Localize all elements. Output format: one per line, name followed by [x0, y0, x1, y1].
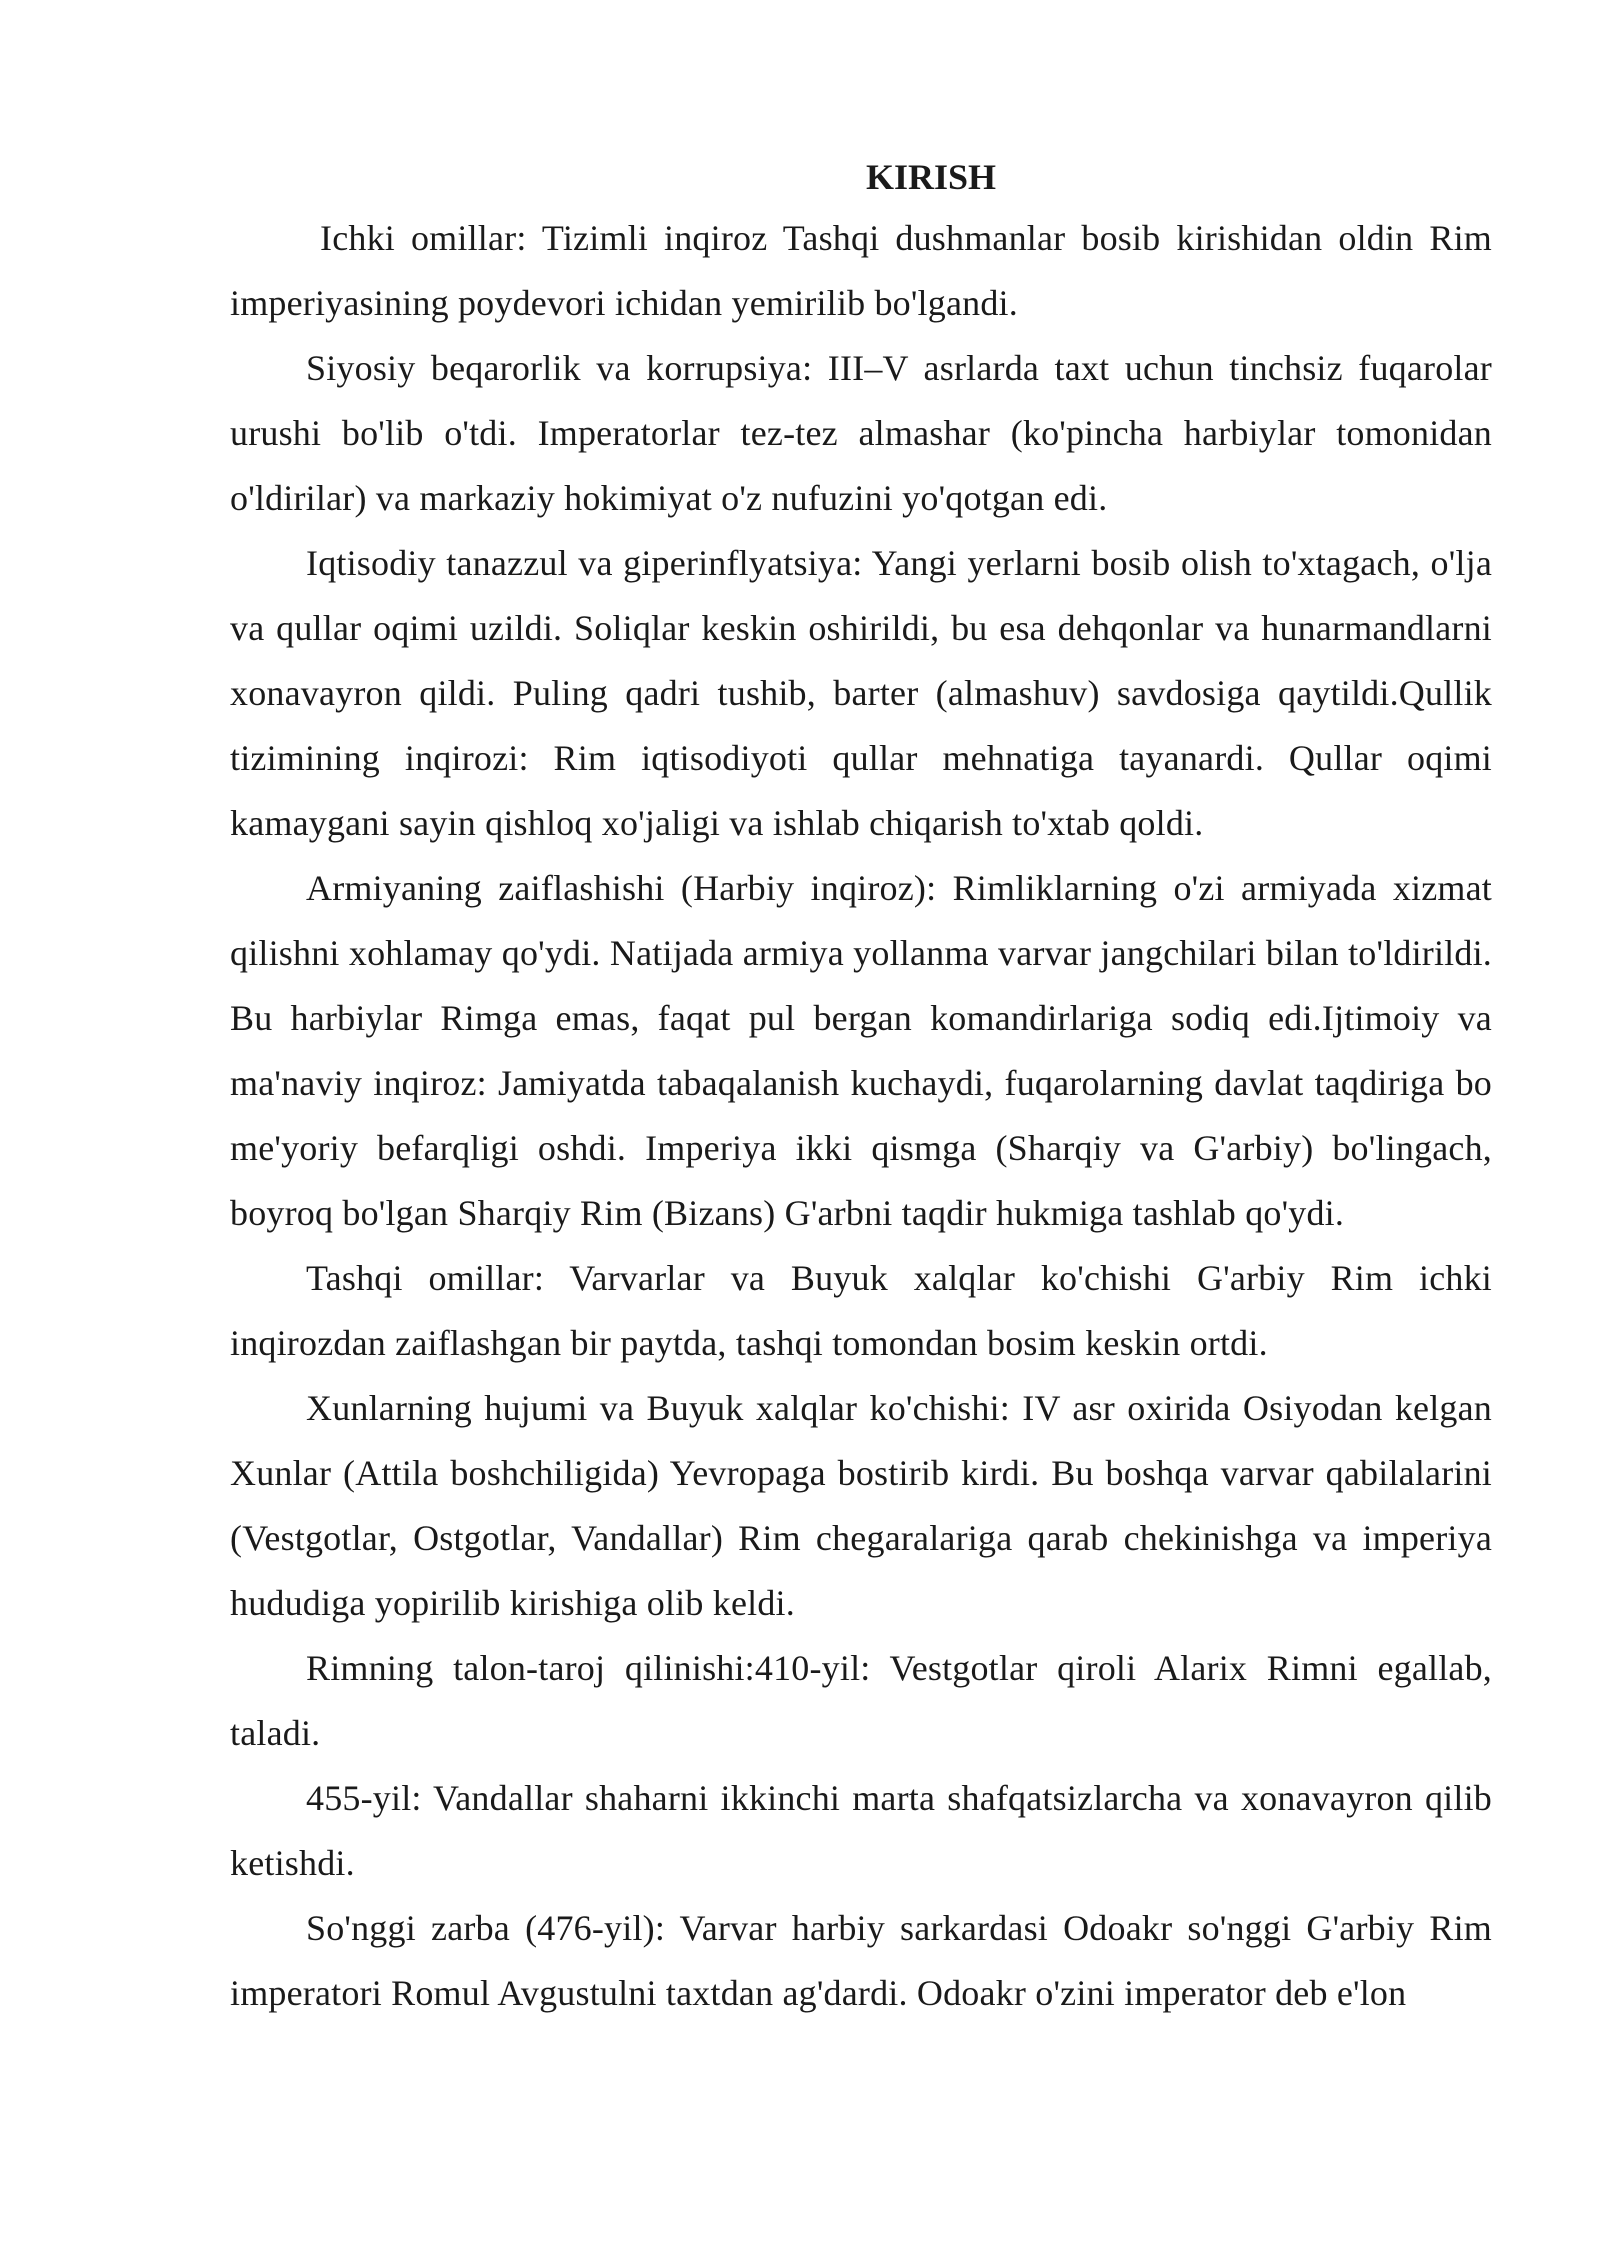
paragraph-internal-factors: Ichki omillar: Tizimli inqiroz Tashqi dushmanlar bosib kirishidan oldin Rim imperiyasining poydevori ichidan yemirilib bo'lgandi. [230, 218, 1492, 323]
paragraph-political-instability: Siyosiy beqarorlik va korrupsiya: III–V asrlarda taxt uchun tinchsiz fuqarolar urushi bo'lib o'tdi. Imperatorlar tez-tez almashar (ko'pincha harbiylar tomonidan o'ldirilar) va markaziy hokimiyat o'z nufuzini yo'qotgan edi. [230, 348, 1492, 518]
paragraph-sack-of-rome-410: Rimning talon-taroj qilinishi:410-yil: Vestgotlar qiroli Alarix Rimni egallab, taladi. [230, 1648, 1492, 1753]
paragraph-sack-of-rome-455: 455-yil: Vandallar shaharni ikkinchi marta shafqatsizlarcha va xonavayron qilib ketishdi. [230, 1778, 1492, 1883]
paragraph-external-factors: Tashqi omillar: Varvarlar va Buyuk xalqlar ko'chishi G'arbiy Rim ichki inqirozdan zaiflashgan bir paytda, tashqi tomondan bosim keskin ortdi. [230, 1258, 1492, 1363]
page-title: KIRISH [865, 157, 997, 197]
document-body [230, 148, 1492, 2026]
paragraph-economic-decline: Iqtisodiy tanazzul va giperinflyatsiya: Yangi yerlarni bosib olish to'xtagach, o'lja va qullar oqimi uzildi. Soliqlar keskin oshirildi, bu esa dehqonlar va hunarmandlarni xonavayron qildi. Puling qadri tushib, barter (almashuv) savdosiga qaytildi.Qullik tizimining inqirozi: Rim iqtisodiyoti qullar mehnatiga tayanardi. Qullar oqimi kamaygani sayin qishloq xo'jaligi va ishlab chiqarish to'xtab qoldi. [230, 543, 1492, 843]
paragraph-final-blow-476: So'nggi zarba (476-yil): Varvar harbiy sarkardasi Odoakr so'nggi G'arbiy Rim imperatori Romul Avgustulni taxtdan ag'dardi. Odoakr o'zini imperator deb e'lon [230, 1908, 1492, 2013]
paragraph-army-weakening: Armiyaning zaiflashishi (Harbiy inqiroz): Rimliklarning o'zi armiyada xizmat qilishni xohlamay qo'ydi. Natijada armiya yollanma varvar jangchilari bilan to'ldirildi. Bu harbiylar Rimga emas, faqat pul bergan komandirlariga sodiq edi.Ijtimoiy va ma'naviy inqiroz: Jamiyatda tabaqalanish kuchaydi, fuqarolarning davlat taqdiriga bo me'yoriy befarqligi oshdi. Imperiya ikki qismga (Sharqiy va G'arbiy) bo'lingach, boyroq bo'lgan Sharqiy Rim (Bizans) G'arbni taqdir hukmiga tashlab qo'ydi. [230, 868, 1492, 1233]
paragraph-hun-invasion: Xunlarning hujumi va Buyuk xalqlar ko'chishi: IV asr oxirida Osiyodan kelgan Xunlar (Attila boshchiligida) Yevropaga bostirib kirdi. Bu boshqa varvar qabilalarini (Vestgotlar, Ostgotlar, Vandallar) Rim chegaralariga qarab chekinishga va imperiya hududiga yopirilib kirishiga olib keldi. [230, 1388, 1492, 1623]
